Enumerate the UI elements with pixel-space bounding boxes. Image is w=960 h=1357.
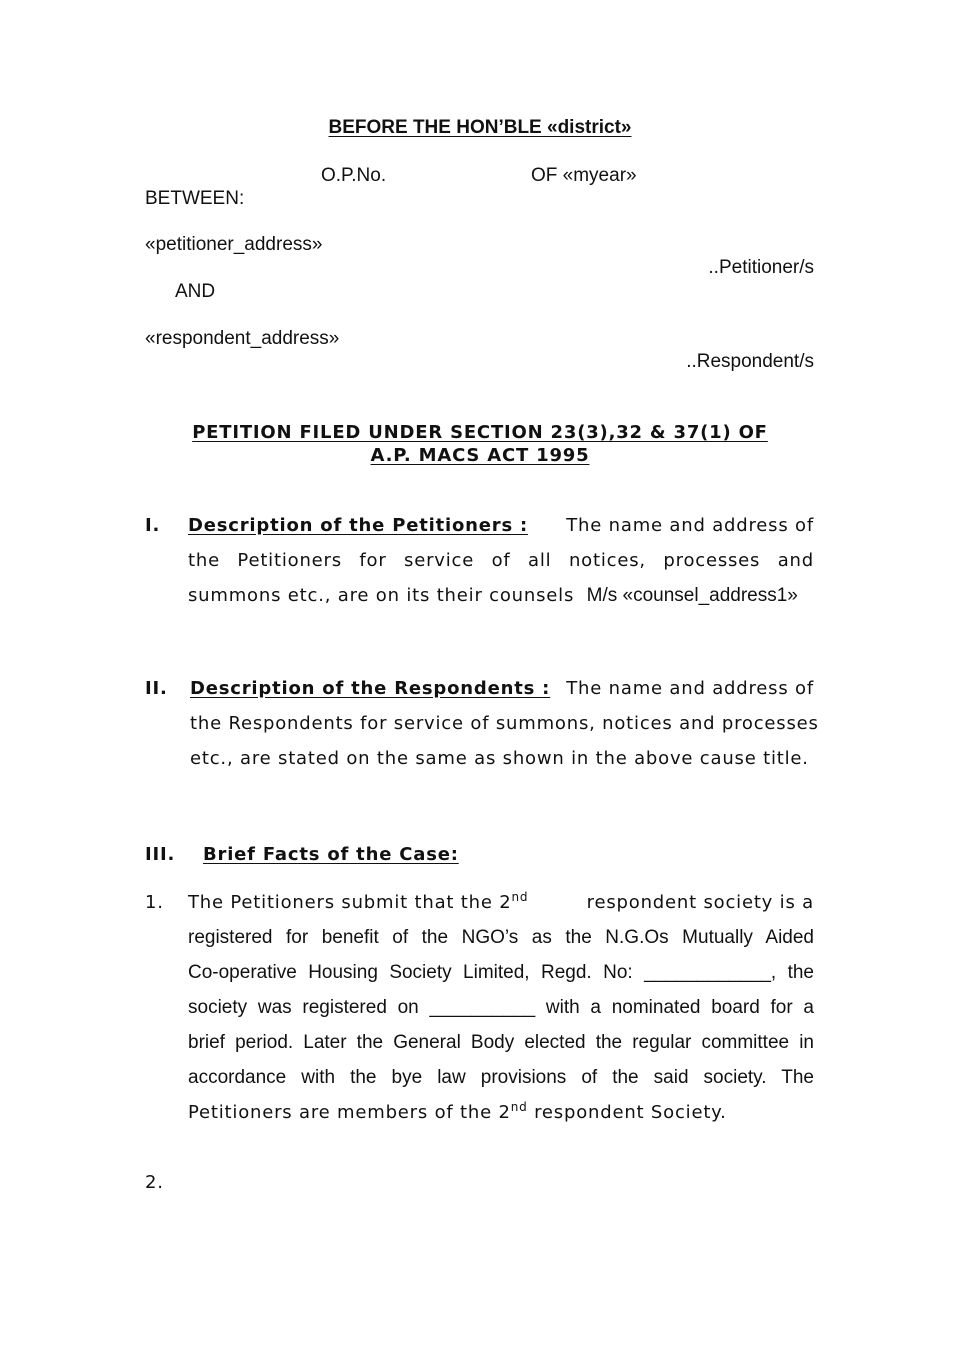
fact1-line2: registered for benefit of the NGO’s as the N.G.Os Mutually Aided: [188, 927, 814, 948]
fact1-line6: accordance with the bye law provisions of the said society. The: [188, 1067, 814, 1088]
petition-title-line2: A.P. MACS ACT 1995: [370, 445, 590, 466]
between-label: BETWEEN:: [145, 188, 245, 209]
petitioner-address: «petitioner_address»: [145, 234, 323, 255]
section1-line3-text: summons etc., are on its their counsels: [188, 585, 575, 606]
section2-heading: Description of the Respondents :: [190, 678, 551, 699]
section1-line2: the Petitioners for service of all notices, processes and: [188, 550, 814, 571]
section1-line1-text: The name and address of: [566, 515, 814, 536]
court-title: BEFORE THE HON’BLE «district»: [328, 117, 632, 138]
section3-number: III.: [145, 844, 176, 865]
section2-line3: etc., are stated on the same as shown in the above cause title.: [190, 748, 809, 769]
section2-line1-text: The name and address of: [566, 678, 814, 699]
fact1-line7: Petitioners are members of the 2nd respondent Society.: [188, 1100, 727, 1123]
respondent-address: «respondent_address»: [145, 328, 340, 349]
fact2-number: 2.: [145, 1172, 164, 1193]
section3-heading: Brief Facts of the Case:: [203, 844, 459, 865]
respondent-label: ..Respondent/s: [686, 351, 814, 372]
ordinal-suffix: nd: [511, 890, 529, 904]
fact1-number: 1.: [145, 892, 164, 913]
petitioner-label: ..Petitioner/s: [708, 257, 814, 278]
section2-line1: [190, 678, 814, 699]
op-number-label: O.P.No.: [321, 165, 387, 186]
ordinal-suffix: nd: [510, 1100, 528, 1114]
section2-number: II.: [145, 678, 168, 699]
section1-heading: Description of the Petitioners :: [188, 515, 529, 536]
fact1-line1-text-a: The Petitioners submit that the 2nd: [188, 890, 529, 913]
section2-line2: the Respondents for service of summons, notices and processes: [190, 713, 819, 734]
fact1-line5: brief period. Later the General Body elected the regular committee in: [188, 1032, 814, 1053]
fact1-line4: society was registered on __________ with a nominated board for a: [188, 997, 814, 1018]
and-label: AND: [175, 281, 216, 302]
section1-line3: [188, 585, 798, 607]
fact1-line1-text-b: respondent society is a: [586, 892, 814, 913]
section1-line1: [188, 515, 814, 536]
petition-title-line1: PETITION FILED UNDER SECTION 23(3),32 & 37(1) OF: [192, 422, 768, 443]
fact1-line1: [188, 892, 814, 913]
section1-number: I.: [145, 515, 161, 536]
of-year-label: OF «myear»: [531, 165, 637, 186]
fact1-line3: Co-operative Housing Society Limited, Regd. No: ____________, the: [188, 962, 814, 983]
counsel-address: M/s «counsel_address1»: [586, 585, 798, 606]
